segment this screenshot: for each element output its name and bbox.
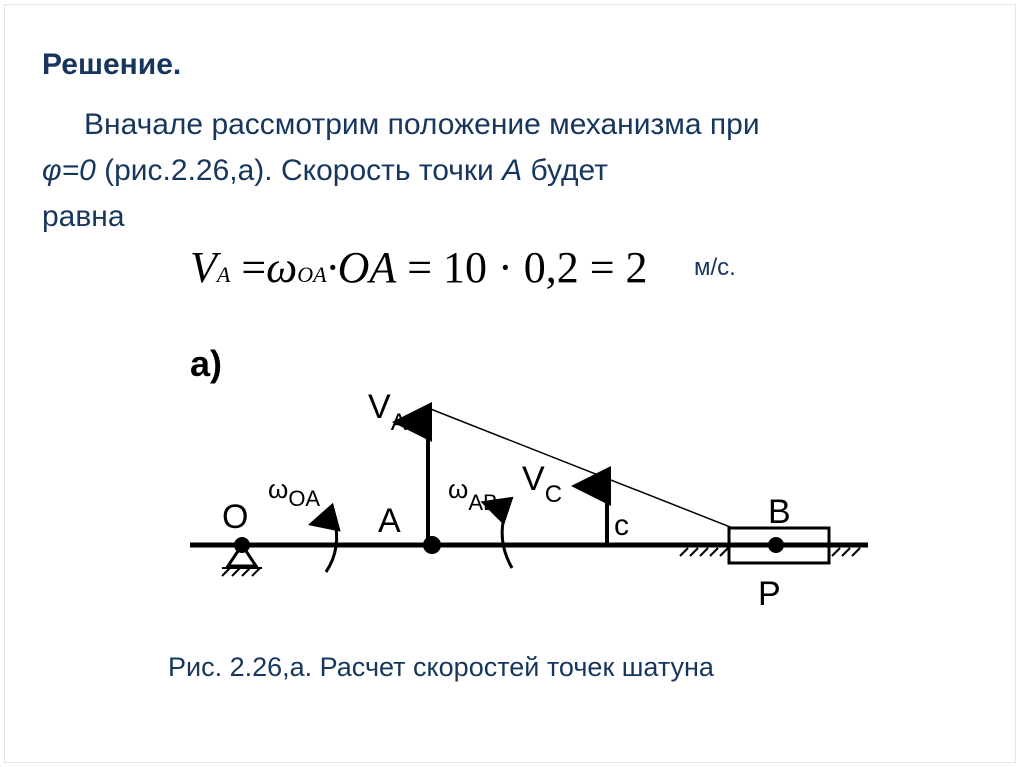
paragraph-line-2-end: будет [522, 154, 608, 187]
panel-label: а) [190, 343, 223, 384]
formula-omega-sub: OA [297, 262, 327, 287]
paragraph-line-3: равна [42, 200, 125, 233]
phi-condition: φ=0 [42, 154, 96, 187]
label-vc: $V_C$ [522, 460, 563, 508]
label-omega-oa: $\omega_{OA}$ [268, 474, 321, 511]
paragraph-line-1: Вначале рассмотрим положение механизма при [84, 108, 760, 141]
velocity-distribution-line [428, 408, 776, 545]
paragraph-line-2-mid: (рис.2.26,а). Скорость точки [95, 154, 503, 187]
label-omega-ab: $\omega_{AB}$ [448, 474, 498, 515]
formula-rest: = 10 · 0,2 = 2 [396, 243, 648, 292]
label-c: c [614, 509, 629, 542]
label-a: A [378, 502, 401, 540]
figure-caption: Рис. 2.26,а. Расчет скоростей точек шатуна [168, 652, 714, 682]
formula-omega: ω [266, 243, 298, 292]
omega-ab-arc [502, 510, 512, 568]
label-p: P [758, 575, 781, 613]
formula-v-sub: A [216, 262, 231, 287]
joint-b [768, 537, 784, 553]
formula-oa: ·OA [326, 243, 397, 292]
label-o: O [222, 498, 249, 536]
label-va: $V_A$ [368, 388, 407, 436]
solution-heading: Решение. [42, 48, 182, 81]
formula-eq1: = [230, 243, 267, 292]
formula-v: V [190, 243, 217, 292]
velocity-unit: м/с. [694, 254, 736, 281]
label-b: B [768, 493, 791, 531]
joint-a [423, 536, 441, 554]
point-a-ref: А [502, 154, 523, 187]
